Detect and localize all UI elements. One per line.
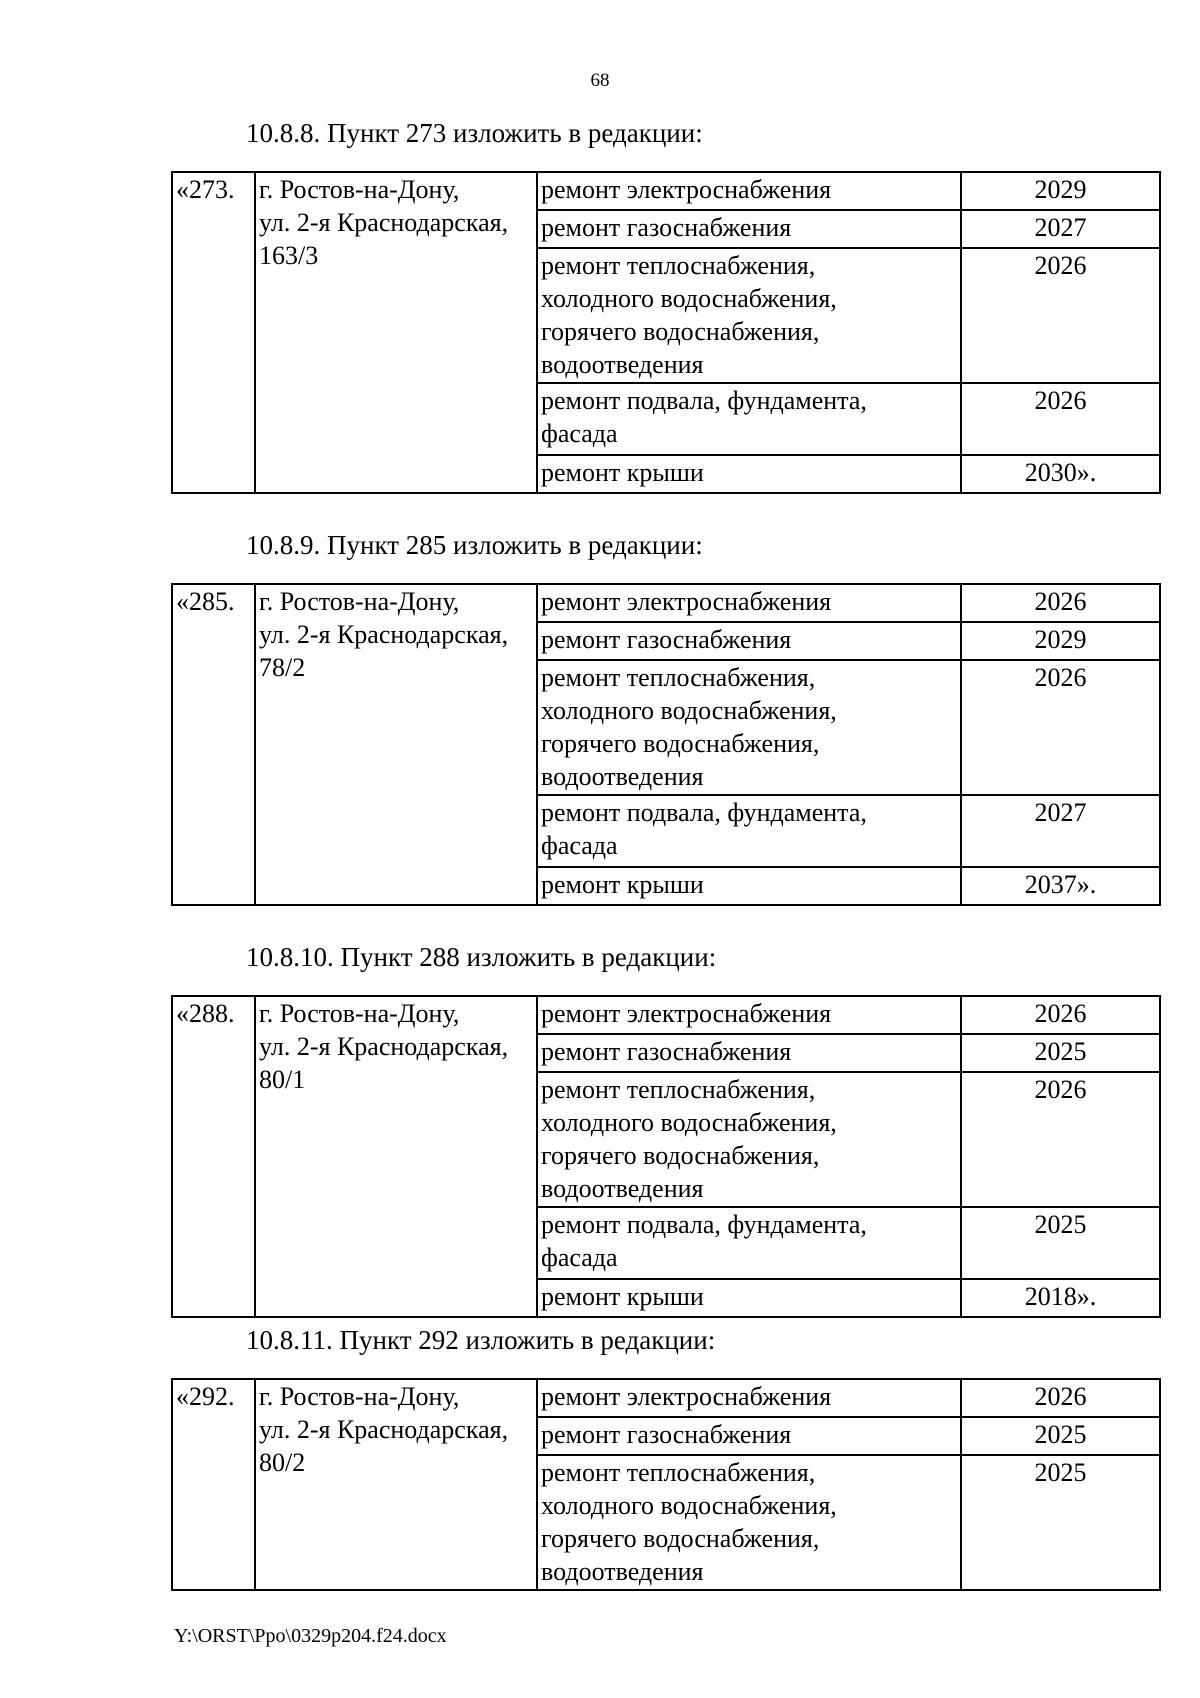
work-type: ремонт крыши <box>537 1279 961 1317</box>
work-year: 2025 <box>961 1417 1160 1455</box>
work-type: ремонт газоснабжения <box>537 1417 961 1455</box>
amendment-table-4 <box>171 1378 1161 1591</box>
work-line: ремонт теплоснабжения, <box>541 1458 816 1487</box>
section-heading-2: 10.8.9. Пункт 285 изложить в редакции: <box>246 530 703 560</box>
work-line: ремонт подвала, фундамента, <box>541 1210 867 1239</box>
work-line: горячего водоснабжения, <box>541 1524 820 1553</box>
item-number: «273. <box>172 172 255 493</box>
table-row <box>172 996 1160 1034</box>
address-street: ул. 2-я Краснодарская, <box>259 1032 509 1061</box>
address-building: 78/2 <box>259 653 306 682</box>
work-line: водоотведения <box>541 762 704 791</box>
work-type: ремонт электроснабжения <box>537 172 961 210</box>
work-year: 2026 <box>961 248 1160 383</box>
work-type: ремонт газоснабжения <box>537 1034 961 1072</box>
work-type: ремонт газоснабжения <box>537 622 961 660</box>
work-line: горячего водоснабжения, <box>541 729 820 758</box>
work-year: 2026 <box>961 1072 1160 1207</box>
work-line: холодного водоснабжения, <box>541 696 837 725</box>
work-type <box>537 795 961 867</box>
address-building: 163/3 <box>259 241 319 270</box>
item-address <box>255 172 537 493</box>
work-type: ремонт газоснабжения <box>537 210 961 248</box>
work-type: ремонт электроснабжения <box>537 996 961 1034</box>
work-line: холодного водоснабжения, <box>541 1108 837 1137</box>
address-street: ул. 2-я Краснодарская, <box>259 208 509 237</box>
work-year: 2027 <box>961 210 1160 248</box>
address-street: ул. 2-я Краснодарская, <box>259 1415 509 1444</box>
amendment-table-3 <box>171 995 1161 1318</box>
page-number: 68 <box>590 70 610 91</box>
work-type <box>537 383 961 455</box>
work-line: фасада <box>541 1243 618 1272</box>
work-type: ремонт крыши <box>537 867 961 905</box>
item-number: «292. <box>172 1379 255 1590</box>
footer-file-path: Y:\ORST\Ppo\0329p204.f24.docx <box>174 1625 447 1647</box>
work-year: 2029 <box>961 172 1160 210</box>
work-line: фасада <box>541 419 618 448</box>
work-line: ремонт подвала, фундамента, <box>541 386 867 415</box>
item-number: «285. <box>172 584 255 905</box>
work-type: ремонт электроснабжения <box>537 1379 961 1417</box>
work-line: водоотведения <box>541 350 704 379</box>
item-address <box>255 584 537 905</box>
work-year: 2026 <box>961 660 1160 795</box>
address-building: 80/2 <box>259 1448 306 1477</box>
work-line: водоотведения <box>541 1557 704 1586</box>
work-line: ремонт теплоснабжения, <box>541 663 816 692</box>
work-year: 2026 <box>961 383 1160 455</box>
address-city: г. Ростов-на-Дону, <box>259 175 460 204</box>
work-line: фасада <box>541 831 618 860</box>
work-year: 2030». <box>961 455 1160 493</box>
address-city: г. Ростов-на-Дону, <box>259 587 460 616</box>
table-row <box>172 1379 1160 1417</box>
address-city: г. Ростов-на-Дону, <box>259 999 460 1028</box>
work-type <box>537 1072 961 1207</box>
work-year: 2027 <box>961 795 1160 867</box>
work-type <box>537 660 961 795</box>
table-row <box>172 172 1160 210</box>
item-address <box>255 996 537 1317</box>
work-line: ремонт подвала, фундамента, <box>541 798 867 827</box>
work-year: 2025 <box>961 1034 1160 1072</box>
work-type <box>537 1455 961 1590</box>
work-year: 2037». <box>961 867 1160 905</box>
address-street: ул. 2-я Краснодарская, <box>259 620 509 649</box>
work-year: 2026 <box>961 1379 1160 1417</box>
table-row <box>172 584 1160 622</box>
work-year: 2025 <box>961 1455 1160 1590</box>
work-year: 2026 <box>961 996 1160 1034</box>
work-year: 2018». <box>961 1279 1160 1317</box>
work-year: 2029 <box>961 622 1160 660</box>
work-line: ремонт теплоснабжения, <box>541 251 816 280</box>
work-line: холодного водоснабжения, <box>541 1491 837 1520</box>
work-year: 2026 <box>961 584 1160 622</box>
work-line: холодного водоснабжения, <box>541 284 837 313</box>
amendment-table-2 <box>171 583 1161 906</box>
work-type <box>537 1207 961 1279</box>
item-address <box>255 1379 537 1590</box>
work-line: водоотведения <box>541 1174 704 1203</box>
address-city: г. Ростов-на-Дону, <box>259 1382 460 1411</box>
address-building: 80/1 <box>259 1065 306 1094</box>
section-heading-4: 10.8.11. Пункт 292 изложить в редакции: <box>246 1325 716 1355</box>
section-heading-3: 10.8.10. Пункт 288 изложить в редакции: <box>246 942 717 972</box>
work-line: ремонт теплоснабжения, <box>541 1075 816 1104</box>
amendment-table-1 <box>171 171 1161 494</box>
work-year: 2025 <box>961 1207 1160 1279</box>
work-type <box>537 248 961 383</box>
work-type: ремонт электроснабжения <box>537 584 961 622</box>
work-line: горячего водоснабжения, <box>541 1141 820 1170</box>
item-number: «288. <box>172 996 255 1317</box>
section-heading-1: 10.8.8. Пункт 273 изложить в редакции: <box>246 118 703 148</box>
work-line: горячего водоснабжения, <box>541 317 820 346</box>
work-type: ремонт крыши <box>537 455 961 493</box>
